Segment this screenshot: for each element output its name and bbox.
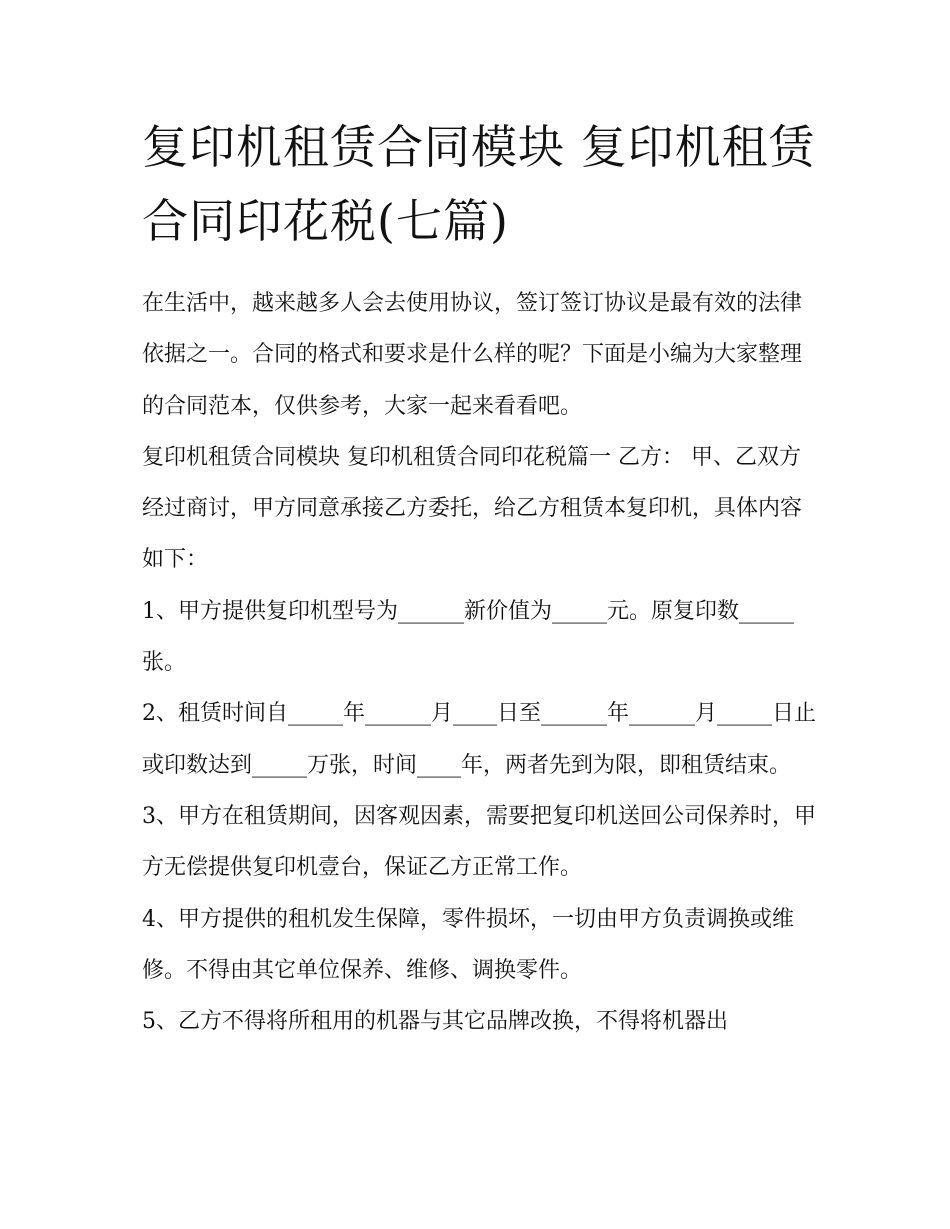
clause-5: 5、乙方不得将所租用的机器与其它品牌改换，不得将机器出 — [142, 1009, 728, 1035]
document-body — [142, 278, 822, 1047]
clause-3: 3、甲方在租赁期间，因客观因素，需要把复印机送回公司保养时，甲方无偿提供复印机壹台，保证乙方正常工作。 — [142, 803, 816, 881]
intro-paragraph: 在生活中，越来越多人会去使用协议，签订签订协议是最有效的法律依据之一。合同的格式和要求是什么样的呢？下面是小编为大家整理的合同范本，仅供参考，大家一起来看看吧。 — [142, 291, 803, 419]
section-one-paragraph: 复印机租赁合同模块 复印机租赁合同印花税篇一 乙方： 甲、乙双方经过商讨，甲方同意承接乙方委托，给乙方租赁本复印机，具体内容如下： — [142, 444, 803, 573]
clause-2: 2、租赁时间自_____年______月____日至______年______月_____日止或印数达到_____万张，时间____年，两者先到为限，即租赁结束。 — [142, 701, 816, 778]
clause-4: 4、甲方提供的租机发生保障，零件损坏，一切由甲方负责调换或维修。不得由其它单位保养、维修、调换零件。 — [142, 906, 794, 983]
document-title: 复印机租赁合同模块 复印机租赁合同印花税(七篇) — [142, 120, 816, 248]
clause-1: 1、甲方提供复印机型号为______新价值为_____元。原复印数_____张。 — [142, 598, 794, 676]
